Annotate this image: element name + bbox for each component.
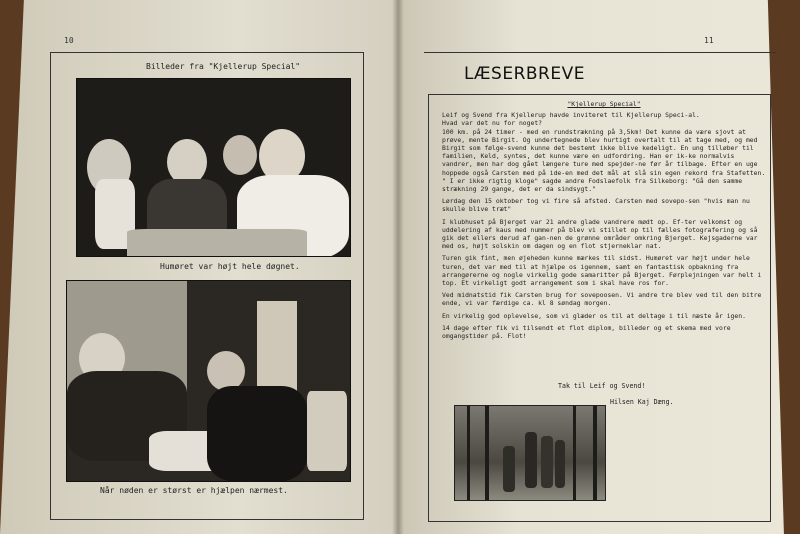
- book-gutter: [392, 0, 404, 534]
- caption-top-photo: Humøret var højt hele døgnet.: [160, 262, 300, 271]
- thanks-line: Tak til Leif og Svend!: [558, 382, 646, 390]
- caption-bottom-photo: Når nøden er størst er hjælpen nærmest.: [100, 486, 288, 495]
- left-page-header: Billeder fra "Kjellerup Special": [146, 62, 301, 71]
- letter-paragraph: 100 km. på 24 timer - med en rundstrækning på 3,5km! Det kunne da være sjovt at prøve, mente Birgit. Og undertegnede blev hurtigt overtalt til at tage med, og med Birgit som følge-svend kunne det bestemt ikke blive kedeligt. En ung tilløber til familien, Keld, syntes, det kunne være en udfordring. Han er ik-ke normalvis vandrer, men har dog gået længere ture med spejder-ne før år tilbage. Efter en uge hoppede også Carsten med på ide-en med det mål at slå sin egen rekord fra Stafetten.: [442, 127, 766, 177]
- signature: Hilsen Kaj Dæng.: [610, 398, 674, 406]
- header-rule: [424, 52, 776, 53]
- letter-paragraph: I klubhuset på Bjerget var 21 andre glade vandrere mødt op. Ef-ter velkomst og uddelering af kaus med nummer på blev vi stillet op til fælles fotografering og så gik det ellers derud af gan-nen de grønne områder omkring Bjerget. Kejsgaderne var med os, højt solskin om dagen og en flot stjerneklar nat.: [442, 217, 758, 251]
- letter-paragraph: 14 dage efter fik vi tilsendt et flot diplom, billeder og et skema med vore omgangstider på. Flot!: [442, 323, 731, 341]
- letter-paragraph: Leif og Svend fra Kjellerup havde inviteret til Kjellerup Speci-al.: [442, 111, 700, 120]
- letter-subtitle: "Kjellerup Special": [567, 100, 641, 108]
- letter-paragraph: Lørdag den 15 oktober tog vi fire så afsted. Carsten med sovepo-sen "hvis man nu skulle blive træt": [442, 197, 750, 214]
- letter-paragraph: Ved midnatstid fik Carsten brug for sovepoosen. Vi andre tre blev ved til den bitre ende, vi var færdige ca. kl 8 søndag morgen.: [442, 291, 762, 308]
- left-page-number: 10: [64, 36, 74, 45]
- letter-paragraph: Turen gik fint, men øjeheden kunne mærkes til sidst. Humøret var højt under hele turen, det var med til at hjælpe os igennem, samt en fantastisk opbakning fra arrangørerne og nogle virkelig gode samaritter på Bjerget. Førplejningen var helt i top. Et virkeligt godt arrangement som i skal have ros for.: [442, 254, 762, 288]
- rest-stop-photo: [66, 280, 351, 482]
- right-page-number: 11: [704, 36, 714, 45]
- letter-body: [442, 100, 766, 344]
- forest-walkers-photo: [454, 405, 606, 501]
- letter-paragraph: Hvad var det nu for noget?: [442, 119, 543, 128]
- letter-paragraph: " I er ikke rigtig kloge" sagde andre Fodslaefolk fra Silkeborg: "Gå den samme strækning 29 gange, det er da sindsygt.": [442, 176, 743, 194]
- letter-paragraph: En virkelig god oplevelse, som vi glæder os til at deltage i til næste år igen.: [442, 311, 746, 320]
- party-photo: [76, 78, 351, 257]
- section-title: LÆSERBREVE: [464, 64, 585, 84]
